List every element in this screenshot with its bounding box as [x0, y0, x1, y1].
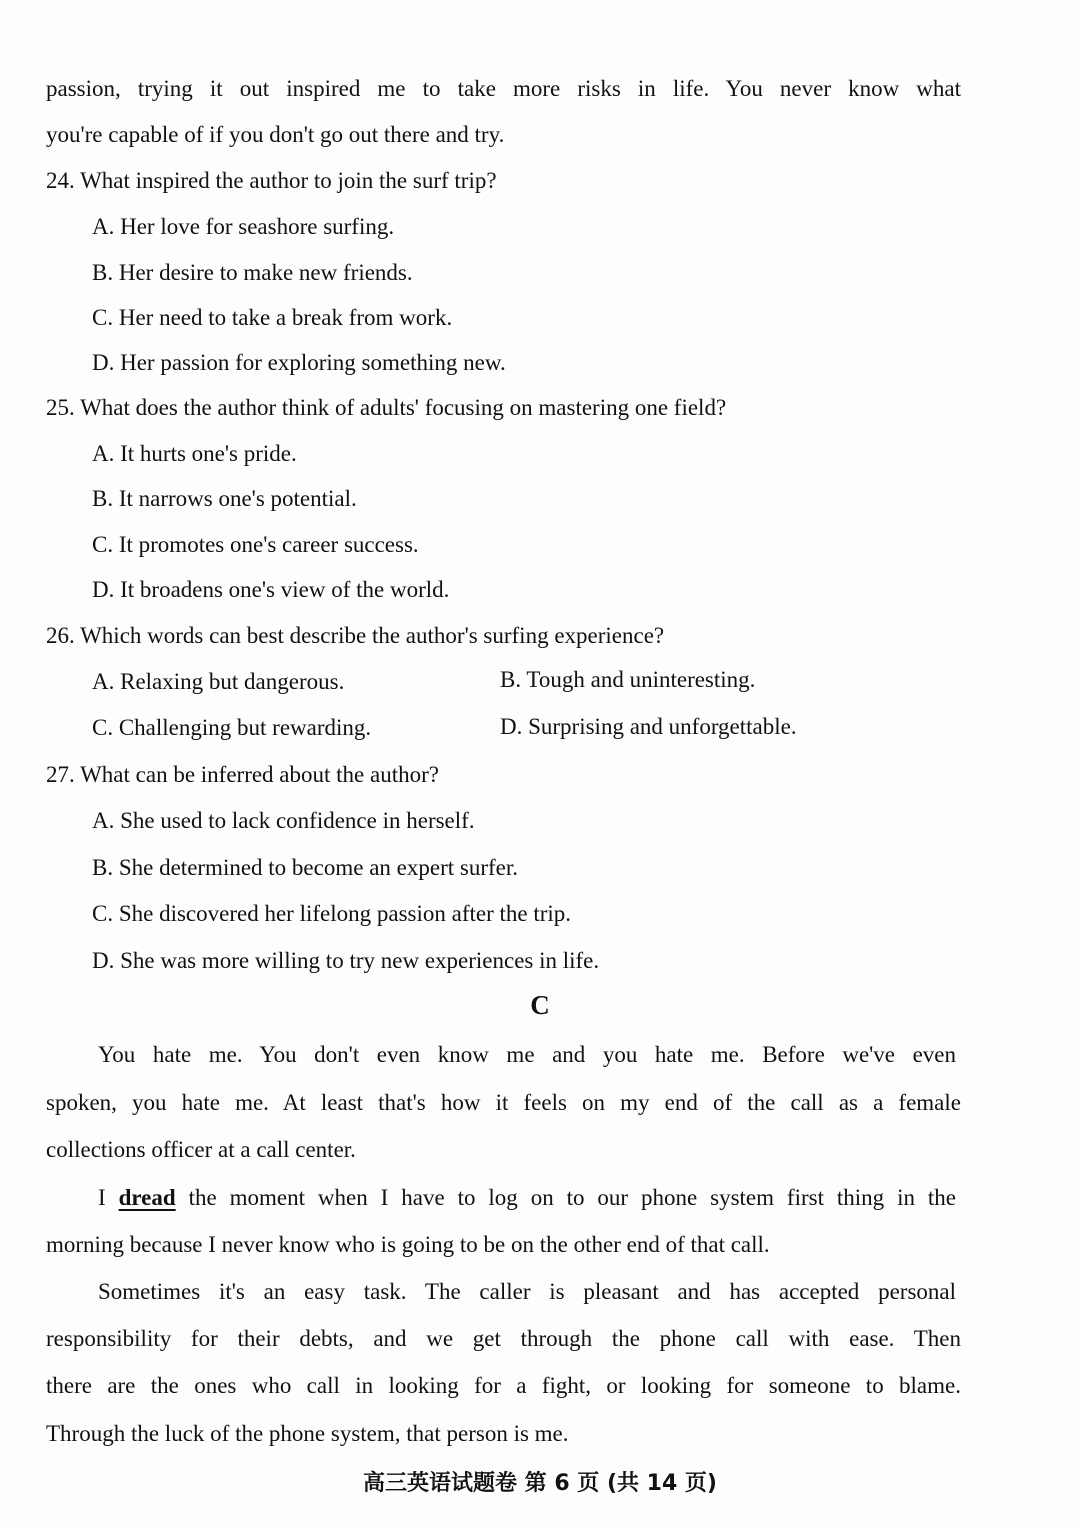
- option-25-b: B. It narrows one's potential.: [92, 486, 357, 511]
- question-number: 27.: [46, 762, 75, 787]
- option-27-d: D. She was more willing to try new experiences in life.: [92, 948, 600, 973]
- option-26-c: C. Challenging but rewarding.: [92, 715, 372, 740]
- text-fragment: the moment when I have to log on to our phone system first thing in the: [188, 1185, 957, 1210]
- passage-c-text-line: Through the luck of the phone system, that person is me.: [46, 1421, 569, 1446]
- option-27-c: C. She discovered her lifelong passion after the trip.: [92, 901, 572, 926]
- passage-c-text-line: there are the ones who call in looking for a fight, or looking for someone to blame.: [46, 1373, 961, 1398]
- passage-text-line: you're capable of if you don't go out there and try.: [46, 122, 505, 147]
- option-25-c: C. It promotes one's career success.: [92, 532, 419, 557]
- question-26: [46, 621, 961, 651]
- question-25: [46, 393, 961, 423]
- question-27: [46, 760, 961, 790]
- question-stem: What can be inferred about the author?: [80, 762, 439, 787]
- question-number: 26.: [46, 623, 75, 648]
- passage-c-text-line: morning because I never know who is going to be on the other end of that call.: [46, 1232, 770, 1257]
- passage-text-line: passion, trying it out inspired me to take more risks in life. You never know what: [46, 76, 961, 101]
- option-26-b: B. Tough and uninteresting.: [500, 667, 756, 692]
- underlined-word: dread: [118, 1185, 176, 1210]
- question-24: [46, 166, 961, 196]
- option-24-b: B. Her desire to make new friends.: [92, 260, 413, 285]
- passage-c-text-line: responsibility for their debts, and we get through the phone call with ease. Then: [46, 1326, 961, 1351]
- option-26-d: D. Surprising and unforgettable.: [500, 714, 797, 739]
- passage-c-text-line: [98, 1183, 956, 1213]
- text-fragment: I: [98, 1185, 106, 1210]
- question-stem: Which words can best describe the author's surfing experience?: [80, 623, 665, 648]
- option-24-d: D. Her passion for exploring something new.: [92, 350, 506, 375]
- question-stem: What does the author think of adults' focusing on mastering one field?: [80, 395, 727, 420]
- option-27-a: A. She used to lack confidence in herself.: [92, 808, 475, 833]
- option-27-b: B. She determined to become an expert surfer.: [92, 855, 518, 880]
- option-24-c: C. Her need to take a break from work.: [92, 305, 453, 330]
- option-25-a: A. It hurts one's pride.: [92, 441, 297, 466]
- option-25-d: D. It broadens one's view of the world.: [92, 577, 450, 602]
- question-number: 25.: [46, 395, 75, 420]
- passage-c-text-line: collections officer at a call center.: [46, 1137, 356, 1162]
- question-stem: What inspired the author to join the surf trip?: [80, 168, 497, 193]
- passage-c-text-line: spoken, you hate me. At least that's how it feels on my end of the call as a female: [46, 1090, 961, 1115]
- passage-c-text-line: You hate me. You don't even know me and you hate me. Before we've even: [98, 1042, 956, 1067]
- page-footer: 高三英语试题卷 第 6 页 (共 14 页): [363, 1471, 717, 1496]
- section-heading: C: [530, 990, 550, 1020]
- passage-c-text-line: Sometimes it's an easy task. The caller is pleasant and has accepted personal: [98, 1279, 956, 1304]
- question-number: 24.: [46, 168, 75, 193]
- option-24-a: A. Her love for seashore surfing.: [92, 214, 395, 239]
- option-26-a: A. Relaxing but dangerous.: [92, 669, 345, 694]
